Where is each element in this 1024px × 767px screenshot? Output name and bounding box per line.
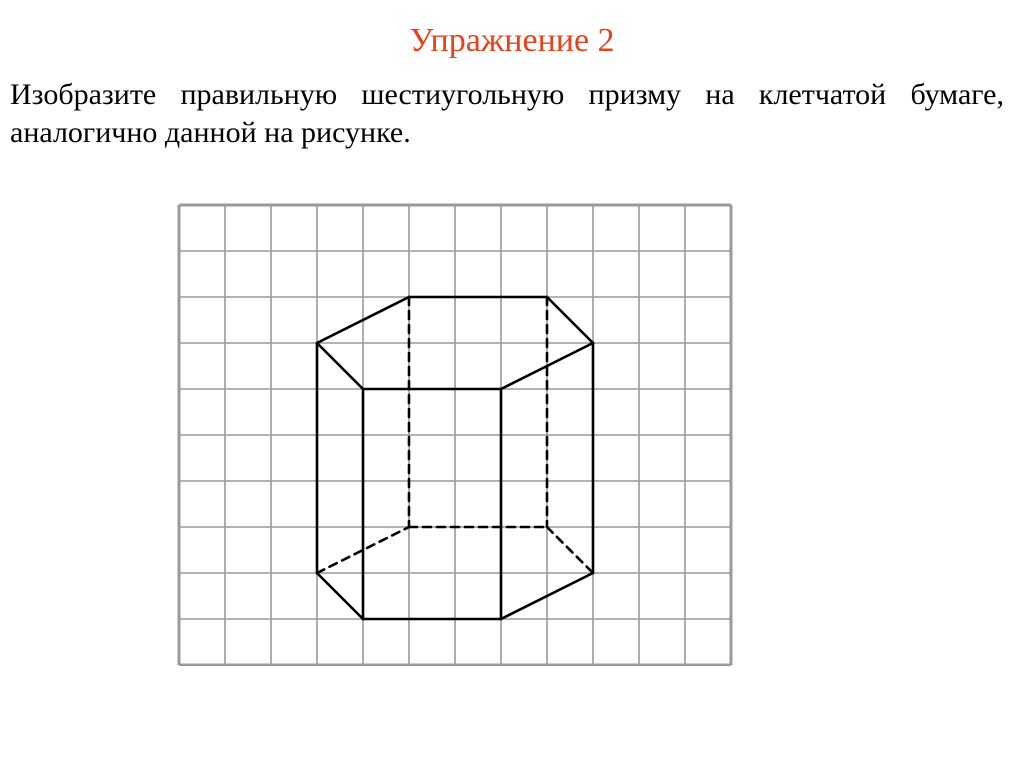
exercise-title: Упражнение 2 (409, 22, 615, 59)
prism-hidden-edge (547, 527, 593, 573)
grid-figure (170, 196, 746, 666)
prism-visible-edge (317, 573, 363, 619)
task-text: Изобразите правильную шестиугольную призму на клетчатой бумаге, аналогично данной на рисунке. (10, 78, 1004, 149)
prism-visible-edge (317, 343, 363, 389)
grid-lines (179, 205, 731, 665)
prism-drawing (170, 196, 746, 666)
prism-visible-edge (547, 297, 593, 343)
